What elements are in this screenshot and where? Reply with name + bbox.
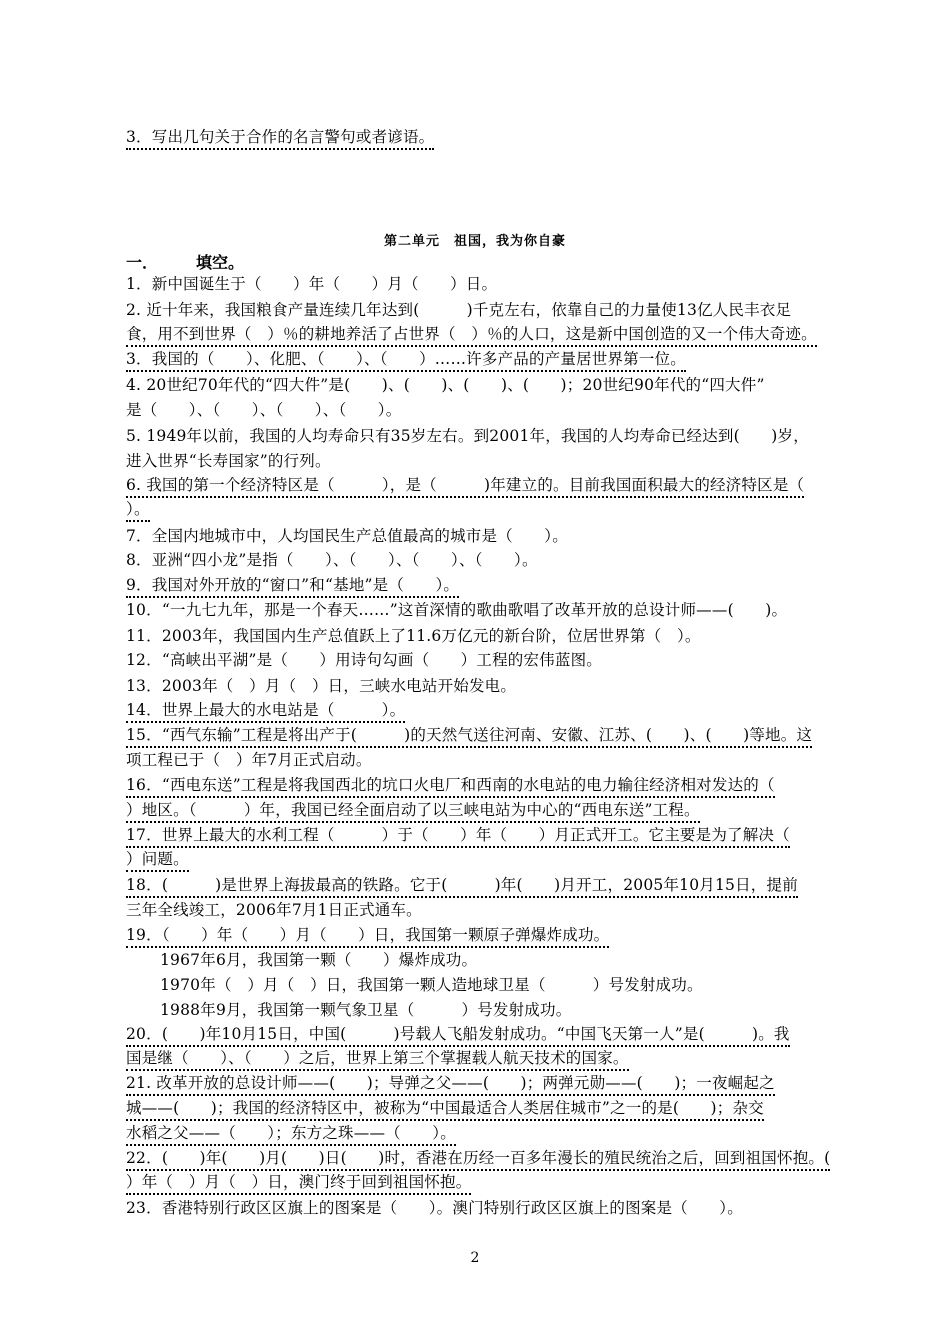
question-line: 16．“西电东送”工程是将我国西北的坑口火电厂和西南的水电站的电力输往经济相对发达的（ xyxy=(126,773,826,797)
question-line: ）问题。 xyxy=(126,847,826,871)
question-line: 进入世界“长寿国家”的行列。 xyxy=(126,452,331,470)
section-label: 填空。 xyxy=(196,253,245,272)
question-line: 8．亚洲“四小龙”是指（ ）、（ ）、（ ）、（ ）。 xyxy=(126,551,538,569)
question-line: 7．全国内地城市中，人均国民生产总值最高的城市是（ ）。 xyxy=(126,527,568,545)
question-line: 22．( )年( )月( )日( )时，香港在历经一百多年漫长的殖民统治之后，回到祖国怀抱。( xyxy=(126,1146,826,1170)
page-number: 2 xyxy=(470,1250,480,1266)
question-line: 19．（ ）年（ ）月（ ）日，我国第一颗原子弹爆炸成功。 xyxy=(126,923,826,947)
question-line: 5. 1949年以前，我国的人均寿命只有35岁左右。到2001年，我国的人均寿命已经达到( )岁， xyxy=(126,427,809,445)
question-line: 城——( )；我国的经济特区中，被称为“中国最适合人类居住城市”之一的是( )；杂交 xyxy=(126,1096,826,1120)
question-line: 14．世界上最大的水电站是（ ）。 xyxy=(126,698,826,722)
question-line: 13．2003年（ ）月（ ）日，三峡水电站开始发电。 xyxy=(126,677,517,695)
question-line: 21. 改革开放的总设计师——( )；导弹之父——( )；两弹元勋——( )；一夜崛起之 xyxy=(126,1071,826,1095)
question-line: 17．世界上最大的水利工程（ ）于（ ）年（ ）月正式开工。它主要是为了解决（ xyxy=(126,823,826,847)
question-line: 是（ ）、（ ）、（ ）、（ ）。 xyxy=(126,401,402,419)
question-line: 3．我国的（ ）、化肥、（ ）、（ ）……许多产品的产量居世界第一位。 xyxy=(126,347,826,371)
question-line: 三年全线竣工，2006年7月1日正式通车。 xyxy=(126,901,422,919)
question-3-cooperation: 3．写出几句关于合作的名言警句或者谚语。 xyxy=(126,125,826,149)
question-line: 2. 近十年来，我国粮食产量连续几年达到( )千克左右，依靠自己的力量使13亿人民丰衣足 xyxy=(126,301,792,319)
question-line: 12．“高峡出平湖”是（ ）用诗句勾画（ ）工程的宏伟蓝图。 xyxy=(126,651,602,669)
question-line: 1．新中国诞生于（ ）年（ ）月（ ）日。 xyxy=(126,275,498,293)
section-number: 一． xyxy=(126,253,159,272)
question-line: 4. 20世纪70年代的“四大件”是( )、( )、( )、( )；20世纪90年代的“四大件” xyxy=(126,376,765,394)
question-line: 18．( )是世界上海拔最高的铁路。它于( )年( )月开工，2005年10月15日，提前 xyxy=(126,873,826,897)
question-line: ）年（ ）月（ ）日，澳门终于回到祖国怀抱。 xyxy=(126,1170,826,1194)
question-line: 23．香港特别行政区区旗上的图案是（ ）。澳门特别行政区区旗上的图案是（ ）。 xyxy=(126,1199,743,1217)
question-line: 1988年9月，我国第一颗气象卫星（ ）号发射成功。 xyxy=(160,1001,572,1019)
question-line: 国是继（ ）、（ ）之后，世界上第三个掌握载人航天技术的国家。 xyxy=(126,1046,826,1070)
question-line: 9．我国对外开放的“窗口”和“基地”是（ ）。 xyxy=(126,573,826,597)
question-line: 1970年（ ）月（ ）日，我国第一颗人造地球卫星（ ）号发射成功。 xyxy=(160,976,703,994)
unit-title: 第二单元 祖国，我为你自豪 xyxy=(383,234,566,249)
question-line: 15．“西气东输”工程是将出产于( )的天然气送往河南、安徽、江苏、( )、( )等地。这 xyxy=(126,723,826,747)
question-line: 1967年6月，我国第一颗（ ）爆炸成功。 xyxy=(160,951,478,969)
question-line: 11．2003年，我国国内生产总值跃上了11.6万亿元的新台阶，位居世界第（ ）。 xyxy=(126,627,701,645)
section-heading xyxy=(126,250,244,273)
question-line: 6. 我国的第一个经济特区是（ ），是（ )年建立的。目前我国面积最大的经济特区是（ xyxy=(126,473,826,497)
question-line: 食，用不到世界（ ）％的耕地养活了占世界（ ）％的人口，这是新中国创造的又一个伟大奇迹。 xyxy=(126,322,826,346)
question-line: 项工程已于（ ）年7月正式启动。 xyxy=(126,751,372,769)
question-line: ）。 xyxy=(126,497,826,521)
question-line: 水稻之父——（ ）；东方之珠——（ ）。 xyxy=(126,1121,826,1145)
question-line: 10．“一九七九年，那是一个春天……”这首深情的歌曲歌唱了改革开放的总设计师——( )。 xyxy=(126,601,788,619)
question-line: 20．( )年10月15日，中国( )号载人飞船发射成功。“中国飞天第一人”是( )。我 xyxy=(126,1022,826,1046)
question-line: ）地区。（ ）年，我国已经全面启动了以三峡电站为中心的“西电东送”工程。 xyxy=(126,798,826,822)
